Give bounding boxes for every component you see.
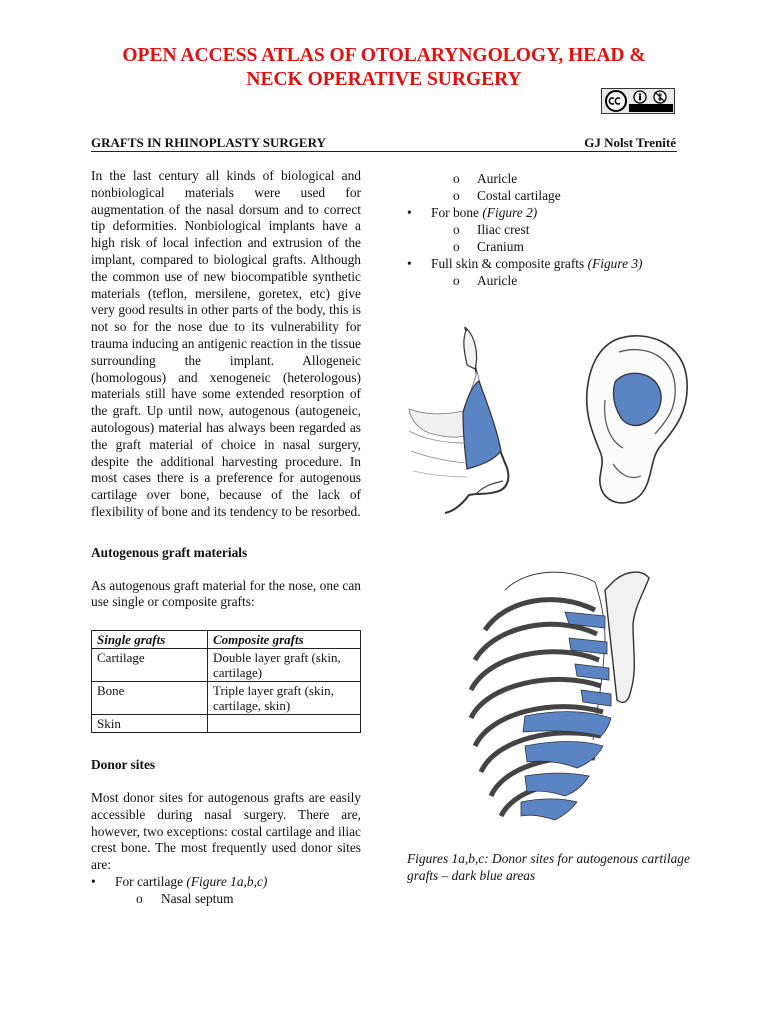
table-row [92, 715, 361, 733]
author-name: GJ Nolst Trenité [584, 135, 676, 150]
figure-caption: Figures 1a,b,c: Donor sites for autogenous cartilage grafts – dark blue areas [407, 851, 690, 883]
table-header-row [92, 631, 361, 649]
table-cell: Cartilage [92, 649, 208, 682]
figure-ref: (Figure 3) [587, 256, 643, 271]
list-item: o Iliac crest [407, 221, 687, 238]
donor-list-left [91, 874, 361, 908]
cc-license-badge [601, 88, 675, 114]
list-item: o Cranium [407, 238, 687, 255]
table-row [92, 649, 361, 682]
list-item [407, 255, 687, 272]
chapter-title: GRAFTS IN RHINOPLASTY SURGERY [91, 135, 326, 150]
donor-sites-text: Most donor sites for autogenous grafts are easily accessible during nasal surgery. There are, however, two exceptions: costal cartilage and iliac crest bone. The most frequently used donor sites are: [91, 789, 361, 873]
intro-paragraph: In the last century all kinds of biological and nonbiological materials were used for augmentation of the nasal dorsum and to correct tip deformities. Nonbiological implants have a high risk of local infection and extrusion of the implant, compared to biological grafts. Although the common use of new biocompatible synthetic materials (teflon, mersilene, goretex, etc) give very good results in other parts of the body, this is not so for the nose due to its vulnerability for trauma inducing an antigenic reaction in the tissue surrounding the implant. Allogeneic (homologous) and xenogeneic (heterologous) materials still have some extended resorption of the graft. Up until now, autogenous (autogeneic, autologous) material has always been regarded as the graft material of choice in nasal surgery, despite the additional harvesting procedure. In most cases there is a preference for autogenous cartilage over bone, because of the lack of flexibility of bone and its tendency to be resorbed. [91, 168, 361, 519]
table-cell: Skin [92, 715, 208, 733]
header-divider [91, 151, 677, 152]
table-header-composite: Composite grafts [208, 631, 361, 649]
list-item [407, 204, 687, 221]
atlas-title [0, 44, 768, 92]
cc-by-nc-icon [602, 89, 674, 113]
autogenous-heading: Autogenous graft materials [91, 544, 248, 560]
list-item-label: For bone [431, 205, 479, 220]
list-item-label: For cartilage [115, 873, 184, 889]
rib-cage-illustration [465, 550, 675, 840]
table-cell: Bone [92, 682, 208, 715]
table-header-single: Single grafts [92, 631, 208, 649]
table-cell: Double layer graft (skin, cartilage) [208, 649, 361, 682]
table-cell: Triple layer graft (skin, cartilage, skin) [208, 682, 361, 715]
list-item: o Costal cartilage [407, 187, 687, 204]
donor-list-right [407, 170, 687, 289]
grafts-table [91, 630, 361, 733]
list-item [91, 874, 361, 891]
left-column [91, 168, 361, 908]
list-item-label: Full skin & composite grafts [431, 256, 585, 271]
table-cell [208, 715, 361, 733]
autogenous-text: As autogenous graft material for the nose, one can use single or composite grafts: [91, 577, 361, 610]
figure-ref: (Figure 2) [482, 205, 538, 220]
list-item: o Auricle [407, 170, 687, 187]
right-column [407, 170, 687, 289]
list-item: o Nasal septum [91, 891, 361, 908]
nose-profile-illustration [405, 325, 535, 515]
table-row [92, 682, 361, 715]
atlas-title-line2: NECK OPERATIVE SURGERY [246, 69, 522, 90]
atlas-title-line1: OPEN ACCESS ATLAS OF OTOLARYNGOLOGY, HEAD & [122, 45, 646, 66]
list-item: o Auricle [407, 272, 687, 289]
auricle-illustration [575, 330, 695, 510]
figure-ref: (Figure 1a,b,c) [186, 873, 268, 889]
donor-sites-heading: Donor sites [91, 757, 156, 773]
